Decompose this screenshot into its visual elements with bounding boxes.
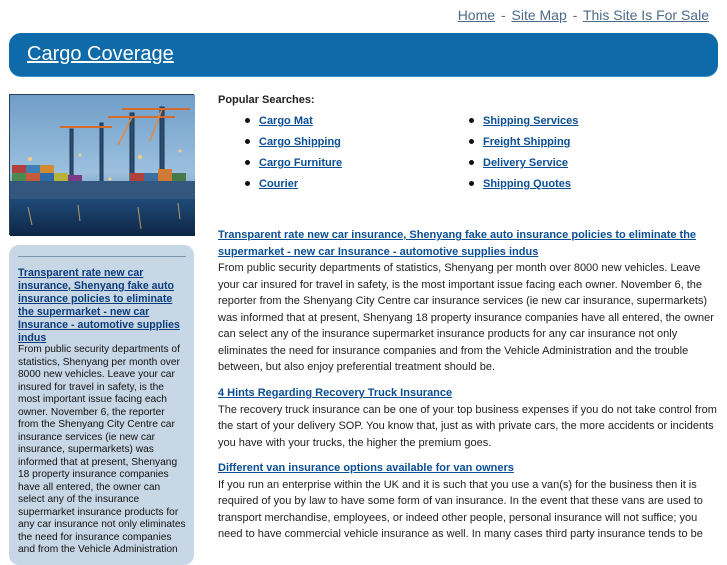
nav-separator: -: [572, 7, 578, 23]
site-map-link[interactable]: Site Map: [511, 7, 567, 23]
home-link[interactable]: Home: [457, 7, 496, 23]
search-link-delivery-service[interactable]: Delivery Service: [483, 157, 569, 169]
search-link-cargo-mat[interactable]: Cargo Mat: [259, 115, 313, 127]
port-cranes-photo-graphic: [10, 95, 195, 236]
search-link-courier[interactable]: Courier: [259, 178, 299, 190]
nav-separator: -: [500, 7, 506, 23]
list-item: [245, 135, 443, 156]
list-item: [469, 177, 668, 198]
site-title-link[interactable]: Cargo Coverage: [27, 43, 174, 65]
search-link-cargo-shipping[interactable]: Cargo Shipping: [259, 136, 341, 148]
search-link-freight-shipping[interactable]: Freight Shipping: [483, 136, 571, 148]
header-banner: [9, 33, 718, 77]
popular-searches-heading: Popular Searches:: [218, 94, 315, 106]
search-link-shipping-quotes[interactable]: Shipping Quotes: [483, 178, 571, 190]
port-cranes-photo: [9, 94, 194, 235]
article-title-link[interactable]: Transparent rate new car insurance, Shenyang fake auto insurance policies to eliminate the supermarket - new car Insurance - automotive supplies indus: [218, 229, 697, 258]
article-title-link[interactable]: 4 Hints Regarding Recovery Truck Insurance: [218, 387, 453, 399]
list-item: [245, 177, 443, 198]
article-text: If you run an enterprise within the UK and it is such that you use a van(s) for the business then it is required of you by law to have some form of van insurance. In the event that these vans are used to transport merchandise, employees, or indeed other people, personal insurance will not suffice; you need to have commercial vehicle insurance as well. In many cases third party insurance tends to be: [218, 478, 703, 540]
sidebar-article-text: From public security departments of statistics, Shenyang per month over 8000 new vehicles. Leave your car insured for travel in safety, is the most important issue facing each owner. November 6, the reporter from the Shenyang City Centre car insurance services (ie new car insurance, supermarkets) was informed that at present, Shenyang 18 property insurance companies have all entered, the owner can select any of the insurance supermarket insurance products for any car insurance not only eliminates the need for insurance companies and from the Vehicle Administration: [18, 344, 186, 556]
sidebar-article-title[interactable]: Transparent rate new car insurance, Shenyang fake auto insurance policies to eliminate the supermarket - new car Insurance - automotive supplies indus: [18, 267, 180, 344]
list-item: [245, 156, 443, 177]
top-nav: [458, 7, 709, 23]
article-text: The recovery truck insurance can be one of your top business expenses if you do not take control from the start of your delivery SOP. You know that, just as with private cars, the more accidents or incidents you have with your trucks, the higher the premium goes.: [218, 403, 717, 449]
sidebar-divider: [18, 256, 186, 257]
article-text: From public security departments of statistics, Shenyang per month over 8000 new vehicles. Leave your car insured for travel in safety, is the most important issue facing each owner. November 6, the reporter from the Shenyang City Centre car insurance services (ie new car insurance, supermarkets) was informed that at present, Shenyang 18 property insurance companies have all entered, the owner can select any of the insurance supermarket insurance products for any car insurance not only eliminates the need for insurance companies and from the Vehicle Administration and the trouble between, but also enjoy preferential treatment should be.: [218, 262, 714, 373]
list-item: [469, 156, 668, 177]
popular-searches-left-list: [218, 114, 443, 198]
article-block: [218, 385, 720, 451]
search-link-cargo-furniture[interactable]: Cargo Furniture: [259, 157, 343, 169]
article-block: [218, 227, 720, 376]
list-item: [469, 114, 668, 135]
search-link-shipping-services[interactable]: Shipping Services: [483, 115, 579, 127]
sidebar-article-box: [9, 245, 194, 565]
popular-searches: [218, 94, 720, 198]
article-title-link[interactable]: Different van insurance options available for van owners: [218, 462, 514, 474]
article-block: [218, 460, 720, 543]
for-sale-link[interactable]: This Site Is For Sale: [582, 7, 709, 23]
popular-searches-right-list: [443, 114, 668, 198]
list-item: [469, 135, 668, 156]
list-item: [245, 114, 443, 135]
